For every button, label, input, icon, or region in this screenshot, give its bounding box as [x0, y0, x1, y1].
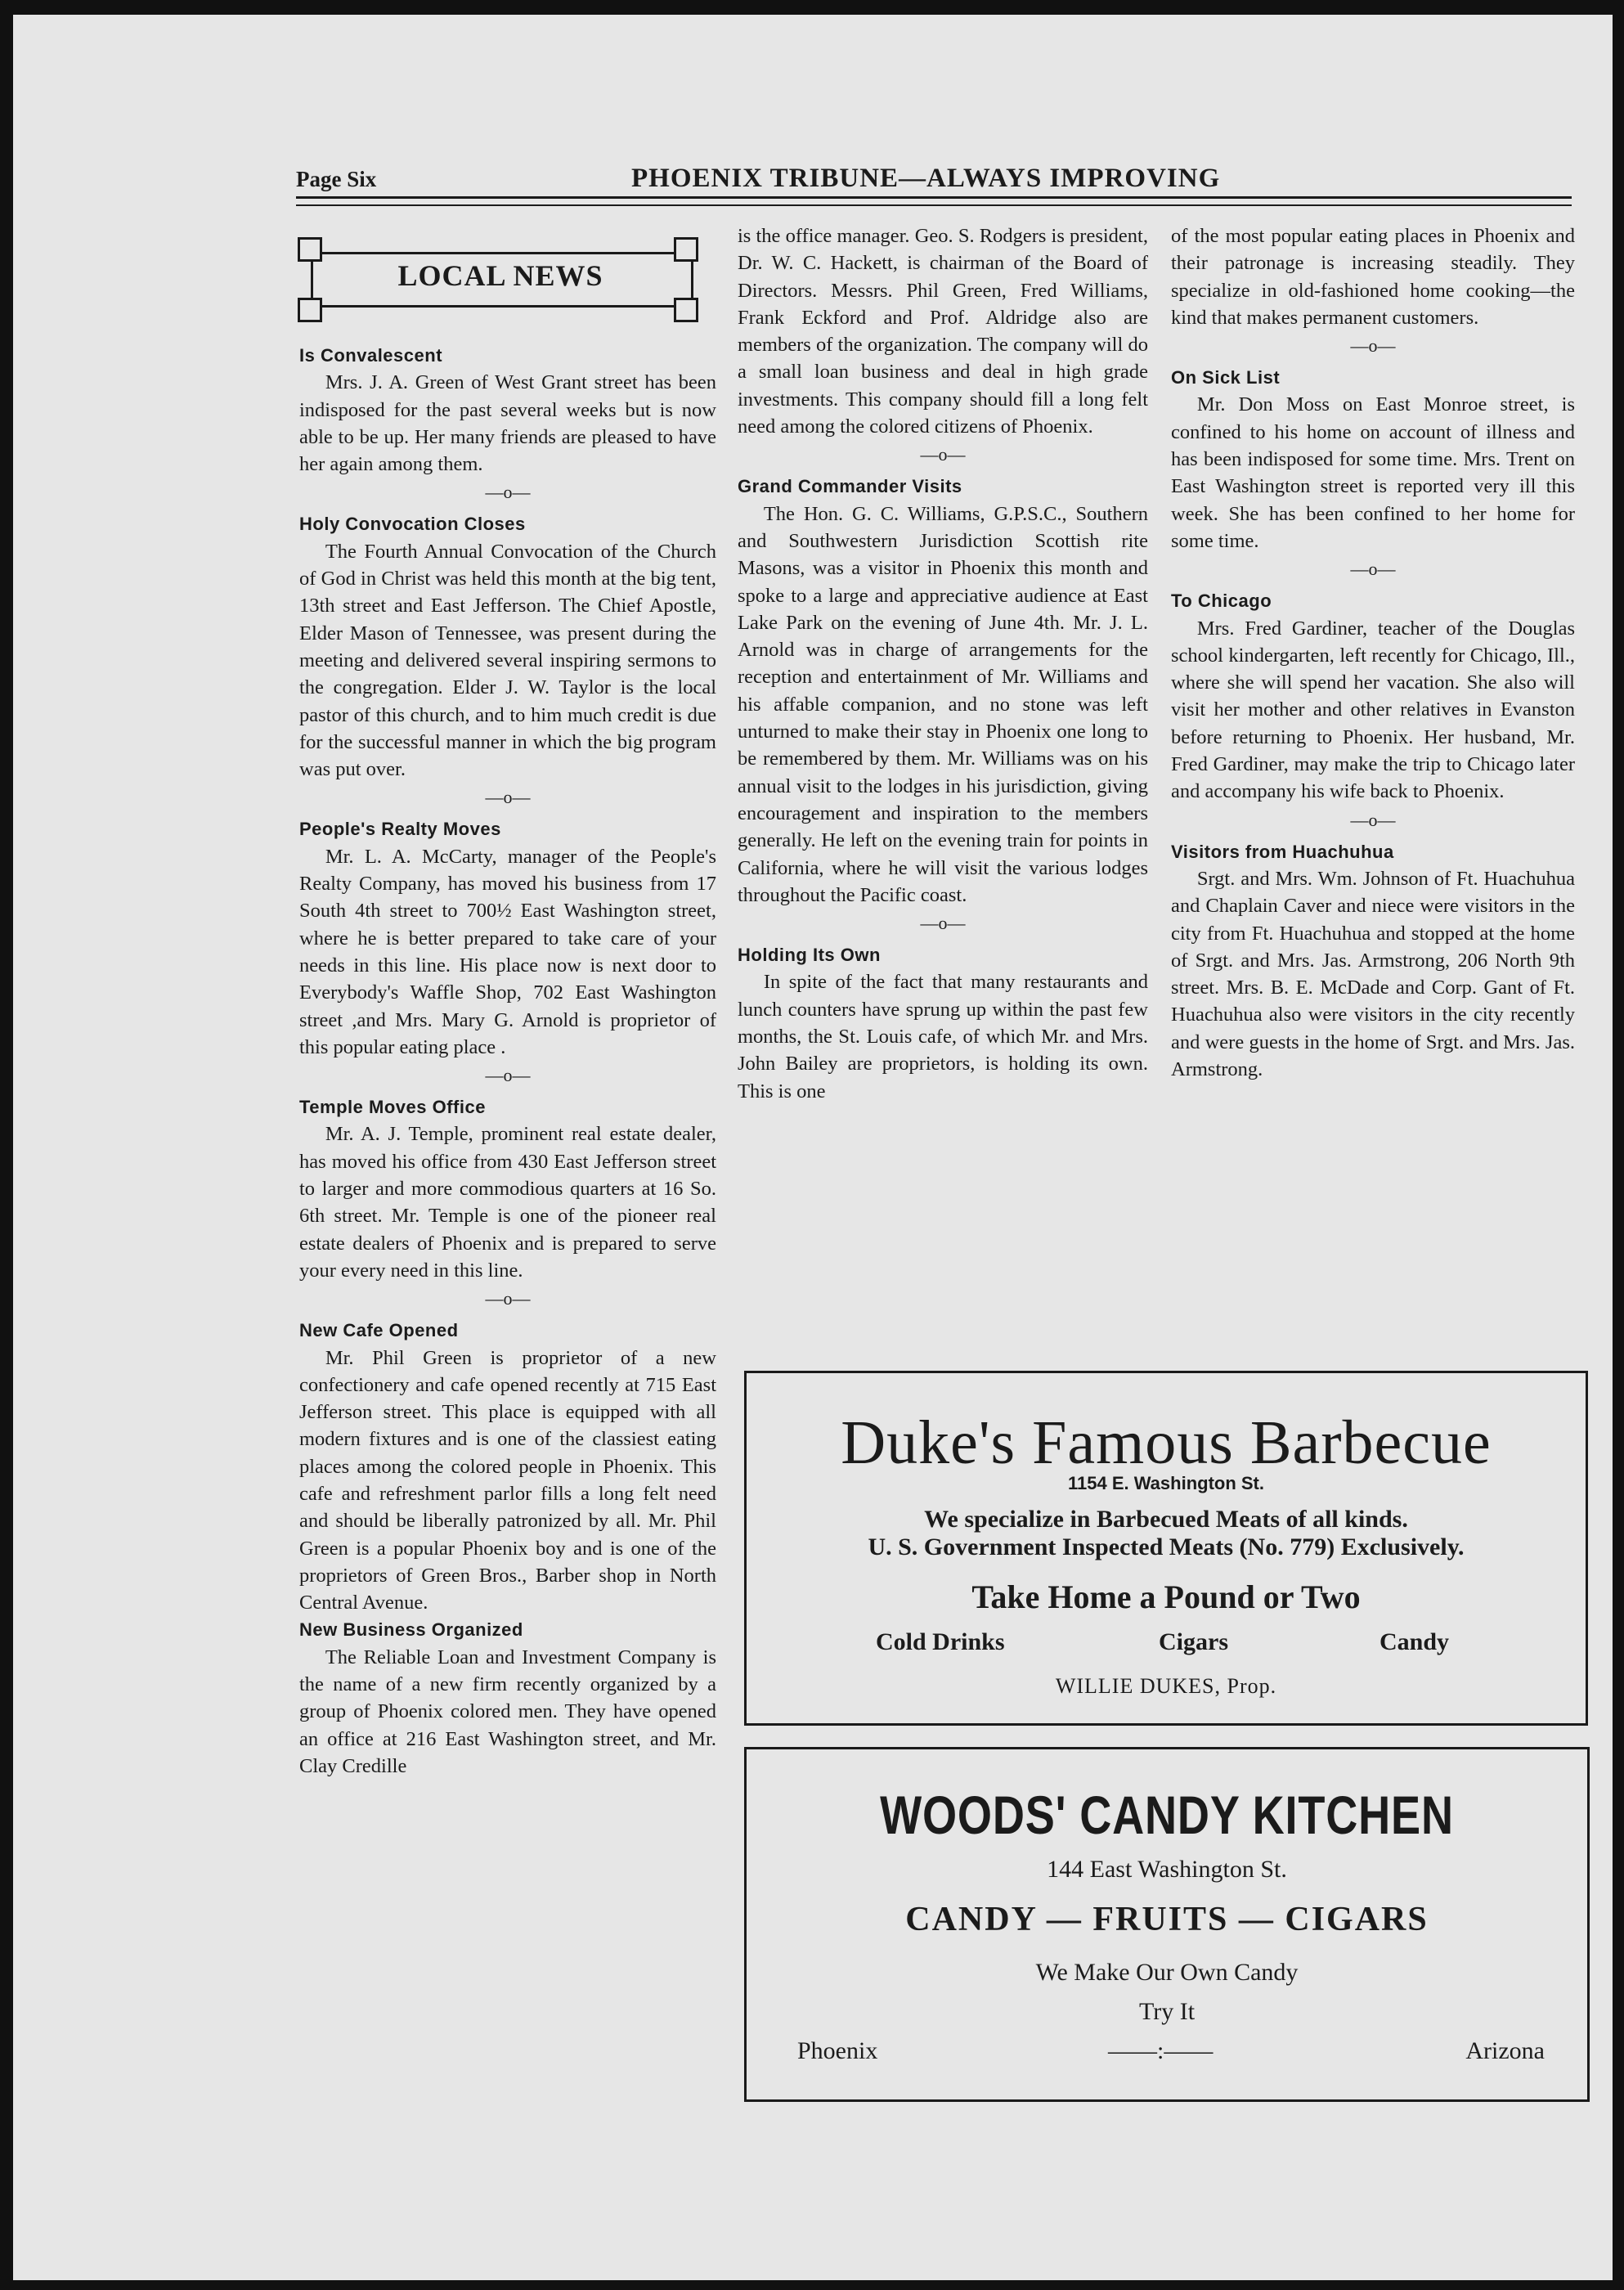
separator: —o—: [485, 482, 531, 503]
article-commander: The Hon. G. C. Williams, G.P.S.C., Southern and Southwestern Jurisdiction Scottish rite Masons, was a visitor in Phoenix this month and spoke to a large and appreciative audience at East Lake Park on the evening of June 4th. Mr. J. L. Arnold was in charge of arrangements for the reception and entertainment of Mr. Williams and his affable companion, and no stone was left unturned to make their stay in Phoenix one long to be remembered by them. Mr. Williams was on his annual visit to the lodges in his jurisdiction, giving encouragement and inspiration to the members generally. He left on the evening train for points in California, where he will visit the various lodges throughout the Pacific coast.: [738, 502, 1148, 906]
article-business-part1: The Reliable Loan and Investment Company is the name of a new firm recently organized by a group of Phoenix colored men. They have opened an office at 216 East Washington street, and Mr. Clay Credille: [299, 1646, 716, 1777]
banner-corner-bottom-right: [674, 298, 698, 322]
ad-dukes-line1: We specialize in Barbecued Meats of all kinds.: [924, 1506, 1408, 1533]
local-news-banner: [296, 231, 705, 329]
article-cafe: Mr. Phil Green is proprietor of a new confectionery and cafe opened recently at 715 East Jefferson street. This place is equipped with all modern fixtures and is one of the classiest eating places among the colored people in Phoenix. This cafe and refreshment parlor fills a long felt need and should be liberally patronized by all. Mr. Phil Green is a popular Phoenix boy and is one of the proprietors of Green Bros., Barber shop in North Central Avenue.: [299, 1346, 716, 1614]
article-temple: Mr. A. J. Temple, prominent real estate dealer, has moved his office from 430 East Jefferson street to larger and more commodious quarters at 16 So. 6th street. Mr. Temple is one of the pioneer real estate dealers of Phoenix and is prepared to serve your every need in this line.: [299, 1123, 716, 1282]
separator: —o—: [1350, 809, 1396, 830]
ad-dukes-items: [747, 1628, 1586, 1661]
separator: —o—: [920, 444, 966, 465]
article-business-part2: is the office manager. Geo. S. Rodgers is president, Dr. W. C. Hackett, is chairman of the Board of Directors. Messrs. Phil Green, Fred Williams, Frank Eckford and Prof. Aldridge also are members of the organization. The company will do a small loan business and deal in high grade investments. This company should fill a long felt need among the colored citizens of Phoenix.: [738, 225, 1148, 438]
ad-dukes-line2: U. S. Government Inspected Meats (No. 779) Exclusively.: [868, 1533, 1465, 1560]
headline-sick: On Sick List: [1171, 367, 1281, 388]
ad-woods-city: Phoenix: [797, 2037, 878, 2064]
ad-dukes-item: Cold Drinks: [876, 1628, 1005, 1655]
separator: —o—: [920, 913, 966, 934]
headline-business: New Business Organized: [299, 1619, 523, 1641]
headline-convalescent: Is Convalescent: [299, 345, 443, 366]
banner-corner-bottom-left: [298, 298, 322, 322]
section-title: LOCAL NEWS: [397, 259, 603, 292]
header-rule-top: [296, 196, 1572, 199]
ad-woods-state: Arizona: [1465, 2037, 1545, 2064]
ad-woods-line2: We Make Our Own Candy: [1035, 1959, 1299, 1986]
ad-woods-name: WOODS' CANDY KITCHEN: [880, 1785, 1454, 1845]
headline-temple: Temple Moves Office: [299, 1097, 486, 1118]
headline-holding: Holding Its Own: [738, 945, 881, 966]
column-2: [738, 222, 1148, 1105]
ad-dukes-item: Cigars: [1159, 1628, 1228, 1655]
ad-dukes-item: Candy: [1380, 1628, 1450, 1655]
ad-dukes-address: 1154 E. Washington St.: [1067, 1473, 1264, 1493]
masthead: PHOENIX TRIBUNE—ALWAYS IMPROVING: [631, 164, 1221, 193]
headline-cafe: New Cafe Opened: [299, 1320, 459, 1341]
ad-woods-divider: ——:——: [1108, 2037, 1214, 2064]
headline-visitors: Visitors from Huachuhua: [1171, 841, 1394, 862]
article-visitors: Srgt. and Mrs. Wm. Johnson of Ft. Huachuhua and Chaplain Caver and niece were visitors in the city from Ft. Huachuhua and stopped at the home of Srgt. and Mrs. Jas. Armstrong, 206 North 9th street. Mrs. B. E. McDade and Corp. Gant of Ft. Huachuhua also were visitors in the city recently and were guests in the home of Srgt. and Mrs. Jas. Armstrong.: [1171, 867, 1575, 1081]
ad-woods-line1: CANDY — FRUITS — CIGARS: [905, 1901, 1429, 1938]
ad-woods-line3: Try It: [1138, 1998, 1196, 2025]
article-sick: Mr. Don Moss on East Monroe street, is confined to his home on account of illness and has been indisposed for some time. Mrs. Trent on East Washington street is reported very ill this week. She has been confined to her home for some time.: [1171, 393, 1575, 552]
ad-woods-address: 144 East Washington St.: [1047, 1856, 1287, 1883]
separator: —o—: [1350, 335, 1396, 357]
article-chicago: Mrs. Fred Gardiner, teacher of the Douglas school kindergarten, left recently for Chicago, Ill., where she will spend her vacation. She also will visit her mother and other relatives in Evanston before returning to Phoenix. Her husband, Mr. Fred Gardiner, may make the trip to Chicago later and accompany his wife back to Phoenix.: [1171, 617, 1575, 803]
ad-dukes-name: Duke's Famous Barbecue: [841, 1408, 1492, 1477]
article-holding-part2: of the most popular eating places in Phoenix and their patronage is increasing steadily. They specialize in old-fashioned home cooking—the kind that makes permanent customers.: [1171, 225, 1575, 329]
ad-dukes-barbecue: [744, 1371, 1588, 1726]
headline-convocation: Holy Convocation Closes: [299, 514, 526, 535]
separator: —o—: [485, 1288, 531, 1309]
headline-chicago: To Chicago: [1171, 590, 1272, 612]
separator: —o—: [1350, 559, 1396, 580]
ad-woods-candy-kitchen: [744, 1747, 1590, 2102]
article-convocation: The Fourth Annual Convocation of the Church of God in Christ was held this month at the big tent, 13th street and East Jefferson. The Chief Apostle, Elder Mason of Tennessee, was present during the meeting and delivered several inspiring sermons to the congregation. Elder J. W. Taylor is the local pastor of this church, and to him much credit is due for the successful manner in which the big program was put over.: [299, 540, 716, 781]
article-convalescent: Mrs. J. A. Green of West Grant street has been indisposed for the past several weeks but is now able to be up. Her many friends are pleased to have her again among them.: [299, 371, 716, 476]
article-holding-part1: In spite of the fact that many restaurants and lunch counters have sprung up within the past few months, the St. Louis cafe, of which Mr. and Mrs. John Bailey are proprietors, is holding its own. This is one: [738, 971, 1148, 1102]
separator: —o—: [485, 787, 531, 808]
ad-dukes-proprietor: WILLIE DUKES, Prop.: [1055, 1674, 1277, 1698]
headline-commander: Grand Commander Visits: [738, 476, 962, 497]
page-number: Page Six: [296, 167, 377, 191]
headline-realty: People's Realty Moves: [299, 819, 501, 840]
header-rule-bottom: [296, 204, 1572, 206]
column-1: [299, 342, 716, 1780]
ad-woods-bottom-line: [747, 2037, 1587, 2070]
article-realty: Mr. L. A. McCarty, manager of the People's Realty Company, has moved his business from 17 South 4th street to 700½ East Washington street, where he is better prepared to take care of your needs in this line. His place now is next door to Everybody's Waffle Shop, 702 East Washington street ,and Mrs. Mary G. Arnold is proprietor of this popular eating place .: [299, 845, 716, 1058]
separator: —o—: [485, 1065, 531, 1086]
column-3: [1171, 222, 1575, 1083]
ad-dukes-line3: Take Home a Pound or Two: [971, 1578, 1361, 1615]
